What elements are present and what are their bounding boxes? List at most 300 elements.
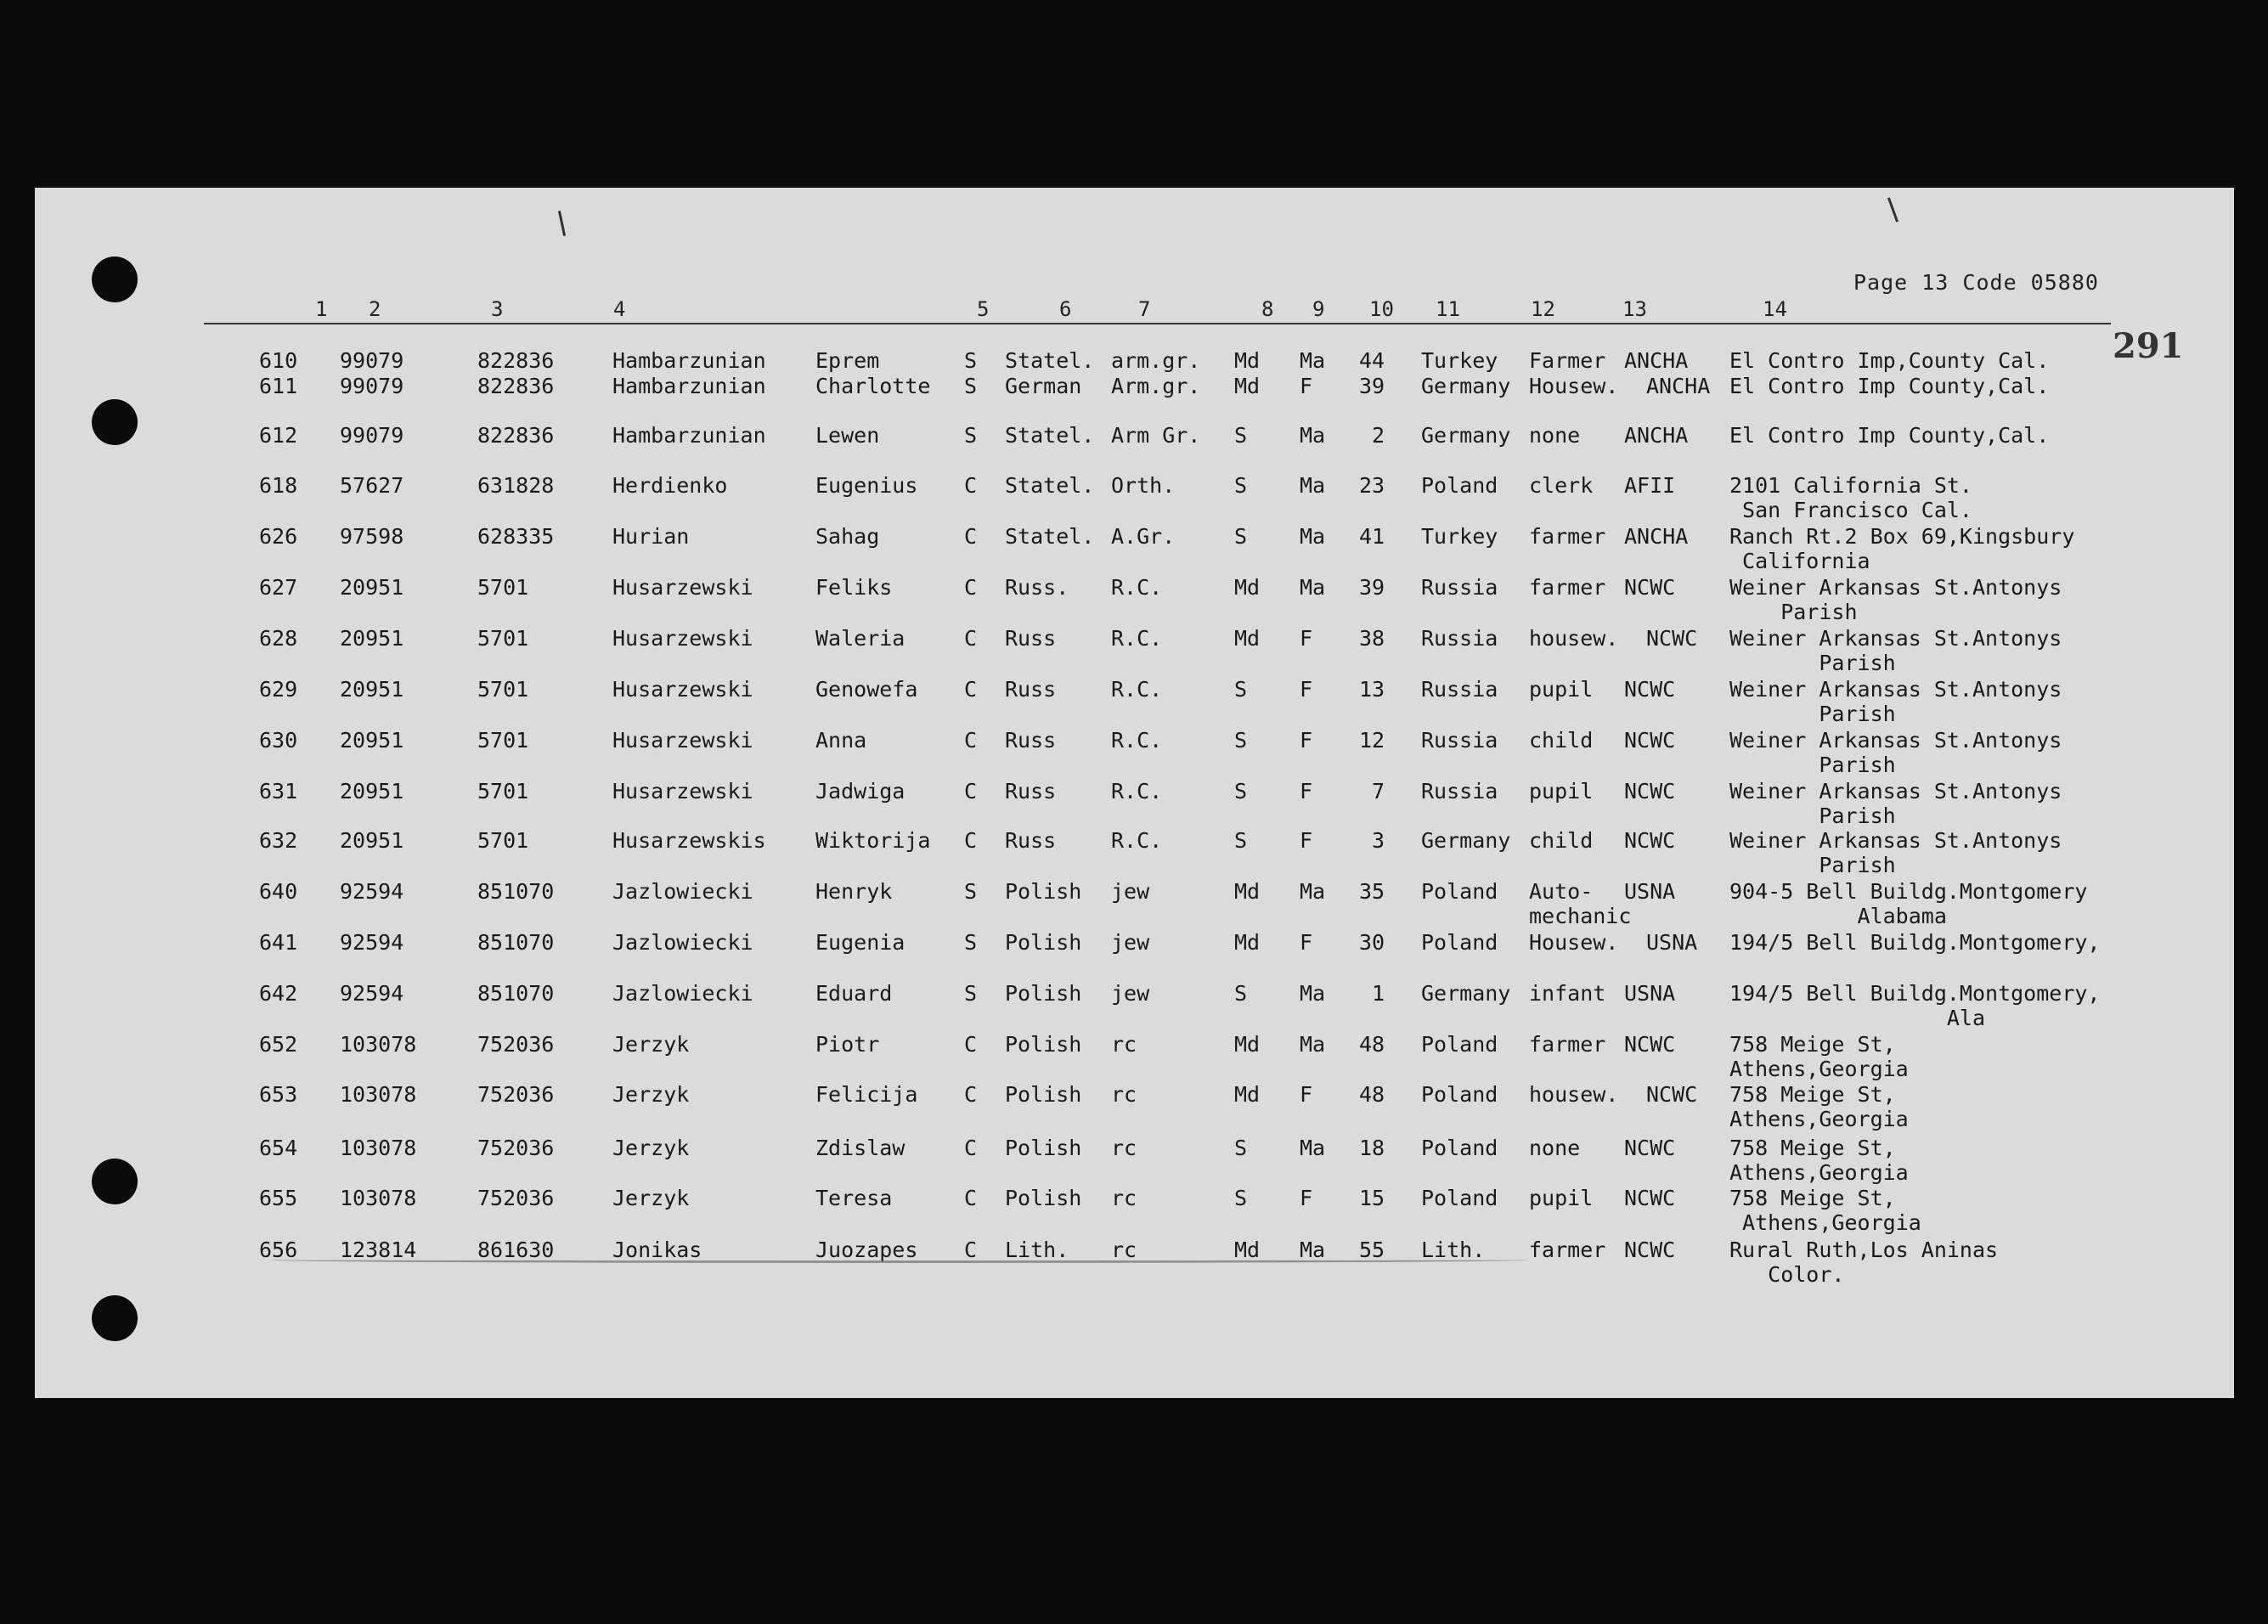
destination-cell: Weiner Arkansas St.Antonys Parish [1729,677,2062,726]
table-row [0,575,2268,623]
file-number-cell: 752036 [477,1032,555,1057]
destination-cell: 758 Meige St, Athens,Georgia [1729,1186,1921,1235]
nationality-cell: Russ [1005,677,1057,702]
marital-status-cell: Md [1234,879,1261,904]
agency-cell: NCWC [1624,779,1676,804]
destination-cell: El Contro Imp County,Cal. [1729,423,2050,448]
file-number-cell: 5701 [477,779,529,804]
agency-cell: NCWC [1624,575,1676,600]
surname-cell: Husarzewski [612,779,753,804]
file-number-cell: 628335 [477,524,555,549]
record-number-cell: 655 [259,1186,298,1210]
country-cell: Germany [1421,828,1511,853]
destination-cell: 904-5 Bell Buildg.Montgomery Alabama [1729,879,2088,928]
destination-cell: 758 Meige St, Athens,Georgia [1729,1082,1909,1131]
case-number-cell: 99079 [340,348,404,373]
destination-cell: El Contro Imp County,Cal. [1729,374,2050,398]
occupation-cell: pupil [1529,779,1594,804]
given-name-cell: Zdislaw [815,1136,906,1160]
agency-cell: ANCHA [1624,423,1689,448]
record-number-cell: 626 [259,524,298,549]
surname-cell: Hambarzunian [612,423,766,448]
religion-cell: Arm.gr. [1111,374,1201,398]
status-code-cell: C [964,728,978,753]
status-code-cell: S [964,879,978,904]
surname-cell: Husarzewski [612,728,753,753]
destination-cell: El Contro Imp,County Cal. [1729,348,2050,373]
surname-cell: Jazlowiecki [612,930,753,955]
table-row [0,930,2268,978]
religion-cell: rc [1111,1238,1137,1262]
table-row [0,1082,2268,1130]
status-code-cell: S [964,930,978,955]
nationality-cell: Polish [1005,879,1082,904]
agency-cell: ANCHA [1624,348,1689,373]
given-name-cell: Eprem [815,348,880,373]
country-cell: Poland [1421,879,1498,904]
given-name-cell: Henryk [815,879,893,904]
country-cell: Russia [1421,728,1498,753]
country-cell: Poland [1421,1032,1498,1057]
punch-hole [92,257,138,302]
record-number-cell: 642 [259,981,298,1006]
agency-cell: NCWC [1624,1186,1676,1210]
nationality-cell: Russ [1005,626,1057,651]
destination-cell: 194/5 Bell Buildg.Montgomery, [1729,930,2101,955]
given-name-cell: Wiktorija [815,828,931,853]
nationality-cell: Russ [1005,728,1057,753]
column-number: 3 [491,297,504,321]
age-cell: 48 [1359,1032,1385,1057]
case-number-cell: 20951 [340,828,404,853]
surname-cell: Jazlowiecki [612,981,753,1006]
sex-cell: Ma [1300,575,1326,600]
religion-cell: Orth. [1111,473,1176,498]
marital-status-cell: Md [1234,575,1261,600]
country-cell: Lith. [1421,1238,1486,1262]
marital-status-cell: Md [1234,626,1261,651]
sex-cell: Ma [1300,981,1326,1006]
nationality-cell: Polish [1005,1186,1082,1210]
marital-status-cell: S [1234,1136,1248,1160]
sex-cell: Ma [1300,1136,1326,1160]
country-cell: Poland [1421,1186,1498,1210]
agency-cell: NCWC [1624,1136,1676,1160]
destination-cell: Rural Ruth,Los Aninas Color. [1729,1238,1999,1287]
sex-cell: Ma [1300,1032,1326,1057]
age-cell: 41 [1359,524,1385,549]
destination-cell: Weiner Arkansas St.Antonys Parish [1729,626,2062,675]
status-code-cell: C [964,524,978,549]
destination-cell: Weiner Arkansas St.Antonys Parish [1729,575,2062,624]
religion-cell: R.C. [1111,779,1163,804]
given-name-cell: Eduard [815,981,893,1006]
given-name-cell: Anna [815,728,867,753]
file-number-cell: 5701 [477,626,529,651]
marital-status-cell: S [1234,728,1248,753]
occupation-cell: farmer [1529,524,1606,549]
status-code-cell: C [964,1186,978,1210]
file-number-cell: 631828 [477,473,555,498]
age-cell: 55 [1359,1238,1385,1262]
table-row [0,374,2268,421]
nationality-cell: Statel. [1005,348,1095,373]
occupation-cell: child [1529,828,1594,853]
occupation-cell: Housew. [1529,930,1619,955]
column-number: 13 [1622,297,1647,321]
marital-status-cell: S [1234,981,1248,1006]
destination-cell: Weiner Arkansas St.Antonys Parish [1729,728,2062,777]
occupation-cell: farmer [1529,575,1606,600]
status-code-cell: S [964,981,978,1006]
record-number-cell: 640 [259,879,298,904]
case-number-cell: 99079 [340,423,404,448]
nationality-cell: Lith. [1005,1238,1069,1262]
nationality-cell: Polish [1005,1136,1082,1160]
column-number: 9 [1312,297,1325,321]
destination-cell: Weiner Arkansas St.Antonys Parish [1729,779,2062,828]
destination-cell: Weiner Arkansas St.Antonys Parish [1729,828,2062,877]
status-code-cell: C [964,1032,978,1057]
given-name-cell: Eugenia [815,930,906,955]
status-code-cell: S [964,374,978,398]
nationality-cell: Polish [1005,930,1082,955]
surname-cell: Jerzyk [612,1082,690,1107]
occupation-cell: infant [1529,981,1606,1006]
file-number-cell: 5701 [477,828,529,853]
age-cell: 18 [1359,1136,1385,1160]
agency-cell: NCWC [1624,828,1676,853]
table-row [0,626,2268,674]
marital-status-cell: Md [1234,1238,1261,1262]
surname-cell: Herdienko [612,473,728,498]
column-number: 10 [1369,297,1394,321]
surname-cell: Hambarzunian [612,374,766,398]
marital-status-cell: Md [1234,930,1261,955]
marital-status-cell: Md [1234,348,1261,373]
surname-cell: Jonikas [612,1238,702,1262]
case-number-cell: 20951 [340,677,404,702]
agency-cell: NCWC [1624,677,1676,702]
religion-cell: A.Gr. [1111,524,1176,549]
table-row [0,728,2268,775]
religion-cell: R.C. [1111,626,1163,651]
religion-cell: R.C. [1111,677,1163,702]
table-row [0,1136,2268,1183]
country-cell: Poland [1421,473,1498,498]
sex-cell: F [1300,779,1313,804]
religion-cell: R.C. [1111,728,1163,753]
agency-cell: NCWC [1624,1238,1676,1262]
age-cell: 7 [1372,779,1385,804]
destination-cell: 758 Meige St, Athens,Georgia [1729,1032,1909,1081]
sex-cell: Ma [1300,879,1326,904]
marital-status-cell: Md [1234,1032,1261,1057]
case-number-cell: 20951 [340,779,404,804]
case-number-cell: 20951 [340,626,404,651]
case-number-cell: 92594 [340,879,404,904]
age-cell: 2 [1372,423,1385,448]
religion-cell: jew [1111,930,1150,955]
header-rule [204,323,2111,324]
religion-cell: jew [1111,981,1150,1006]
status-code-cell: C [964,1238,978,1262]
table-row [0,677,2268,725]
country-cell: Russia [1421,779,1498,804]
agency-cell: NCWC [1624,728,1676,753]
sex-cell: Ma [1300,1238,1326,1262]
status-code-cell: C [964,626,978,651]
file-number-cell: 822836 [477,348,555,373]
file-number-cell: 752036 [477,1082,555,1107]
sex-cell: F [1300,930,1313,955]
age-cell: 35 [1359,879,1385,904]
religion-cell: R.C. [1111,828,1163,853]
age-cell: 48 [1359,1082,1385,1107]
occupation-cell: housew. [1529,1082,1619,1107]
occupation-cell: Farmer [1529,348,1606,373]
status-code-cell: C [964,1136,978,1160]
given-name-cell: Jadwiga [815,779,906,804]
column-number: 1 [315,297,328,321]
destination-cell: 2101 California St. San Francisco Cal. [1729,473,1972,522]
age-cell: 38 [1359,626,1385,651]
given-name-cell: Charlotte [815,374,931,398]
surname-cell: Jerzyk [612,1136,690,1160]
age-cell: 39 [1359,374,1385,398]
sex-cell: F [1300,626,1313,651]
column-number: 8 [1261,297,1274,321]
religion-cell: R.C. [1111,575,1163,600]
column-number: 5 [977,297,990,321]
record-number-cell: 654 [259,1136,298,1160]
marital-status-cell: Md [1234,1082,1261,1107]
surname-cell: Husarzewskis [612,828,766,853]
country-cell: Poland [1421,930,1498,955]
occupation-cell: Auto- mechanic [1529,879,1632,928]
case-number-cell: 99079 [340,374,404,398]
marital-status-cell: S [1234,1186,1248,1210]
religion-cell: rc [1111,1186,1137,1210]
religion-cell: rc [1111,1082,1137,1107]
occupation-cell: pupil [1529,1186,1594,1210]
record-number-cell: 632 [259,828,298,853]
table-row [0,981,2268,1029]
case-number-cell: 123814 [340,1238,417,1262]
sex-cell: F [1300,728,1313,753]
sex-cell: F [1300,1186,1313,1210]
status-code-cell: C [964,677,978,702]
smudge-line [270,1257,1527,1263]
file-number-cell: 851070 [477,981,555,1006]
file-number-cell: 5701 [477,728,529,753]
file-number-cell: 851070 [477,930,555,955]
file-number-cell: 752036 [477,1186,555,1210]
destination-cell: 194/5 Bell Buildg.Montgomery, Ala [1729,981,2101,1030]
status-code-cell: C [964,828,978,853]
nationality-cell: Statel. [1005,524,1095,549]
case-number-cell: 20951 [340,728,404,753]
status-code-cell: C [964,473,978,498]
surname-cell: Hambarzunian [612,348,766,373]
record-number-cell: 628 [259,626,298,651]
age-cell: 1 [1372,981,1385,1006]
case-number-cell: 20951 [340,575,404,600]
country-cell: Germany [1421,981,1511,1006]
nationality-cell: Polish [1005,1032,1082,1057]
religion-cell: Arm Gr. [1111,423,1201,448]
age-cell: 15 [1359,1186,1385,1210]
agency-cell: ANCHA [1624,524,1689,549]
sex-cell: Ma [1300,524,1326,549]
occupation-cell: none [1529,1136,1581,1160]
given-name-cell: Sahag [815,524,880,549]
case-number-cell: 97598 [340,524,404,549]
record-number-cell: 641 [259,930,298,955]
sex-cell: F [1300,677,1313,702]
column-number: 6 [1059,297,1072,321]
status-code-cell: S [964,348,978,373]
country-cell: Russia [1421,626,1498,651]
religion-cell: rc [1111,1032,1137,1057]
page-number: 291 [2113,326,2184,366]
age-cell: 3 [1372,828,1385,853]
file-number-cell: 861630 [477,1238,555,1262]
nationality-cell: Polish [1005,981,1082,1006]
age-cell: 44 [1359,348,1385,373]
record-number-cell: 627 [259,575,298,600]
country-cell: Poland [1421,1082,1498,1107]
age-cell: 12 [1359,728,1385,753]
surname-cell: Hurian [612,524,690,549]
agency-cell: NCWC [1646,1082,1698,1107]
nationality-cell: German [1005,374,1082,398]
marital-status-cell: S [1234,779,1248,804]
country-cell: Turkey [1421,348,1498,373]
religion-cell: jew [1111,879,1150,904]
case-number-cell: 103078 [340,1082,417,1107]
country-cell: Turkey [1421,524,1498,549]
marital-status-cell: S [1234,828,1248,853]
record-number-cell: 653 [259,1082,298,1107]
occupation-cell: none [1529,423,1581,448]
sex-cell: F [1300,828,1313,853]
nationality-cell: Statel. [1005,473,1095,498]
page-code: Page 13 Code 05880 [1853,270,2099,295]
case-number-cell: 92594 [340,930,404,955]
agency-cell: AFII [1624,473,1676,498]
nationality-cell: Polish [1005,1082,1082,1107]
column-number: 12 [1531,297,1555,321]
age-cell: 23 [1359,473,1385,498]
record-number-cell: 618 [259,473,298,498]
record-number-cell: 630 [259,728,298,753]
sex-cell: Ma [1300,473,1326,498]
table-row [0,1032,2268,1080]
given-name-cell: Piotr [815,1032,880,1057]
country-cell: Russia [1421,575,1498,600]
record-number-cell: 652 [259,1032,298,1057]
country-cell: Poland [1421,1136,1498,1160]
occupation-cell: Housew. [1529,374,1619,398]
occupation-cell: pupil [1529,677,1594,702]
column-number: 14 [1763,297,1787,321]
surname-cell: Husarzewski [612,626,753,651]
surname-cell: Jerzyk [612,1186,690,1210]
surname-cell: Husarzewski [612,677,753,702]
country-cell: Germany [1421,374,1511,398]
surname-cell: Husarzewski [612,575,753,600]
table-row [0,779,2268,826]
country-cell: Germany [1421,423,1511,448]
given-name-cell: Juozapes [815,1238,918,1262]
case-number-cell: 103078 [340,1186,417,1210]
file-number-cell: 851070 [477,879,555,904]
file-number-cell: 5701 [477,575,529,600]
case-number-cell: 103078 [340,1136,417,1160]
sex-cell: Ma [1300,348,1326,373]
country-cell: Russia [1421,677,1498,702]
marital-status-cell: S [1234,524,1248,549]
agency-cell: ANCHA [1646,374,1711,398]
status-code-cell: C [964,575,978,600]
file-number-cell: 752036 [477,1136,555,1160]
marital-status-cell: Md [1234,374,1261,398]
agency-cell: USNA [1624,879,1676,904]
marital-status-cell: S [1234,677,1248,702]
table-row [0,473,2268,521]
case-number-cell: 103078 [340,1032,417,1057]
table-row [0,524,2268,572]
file-number-cell: 5701 [477,677,529,702]
given-name-cell: Waleria [815,626,906,651]
occupation-cell: housew. [1529,626,1619,651]
given-name-cell: Genowefa [815,677,918,702]
table-row [0,1186,2268,1233]
surname-cell: Jerzyk [612,1032,690,1057]
occupation-cell: child [1529,728,1594,753]
sex-cell: F [1300,374,1313,398]
sex-cell: F [1300,1082,1313,1107]
agency-cell: NCWC [1624,1032,1676,1057]
status-code-cell: C [964,779,978,804]
record-number-cell: 611 [259,374,298,398]
given-name-cell: Feliks [815,575,893,600]
record-number-cell: 631 [259,779,298,804]
sex-cell: Ma [1300,423,1326,448]
nationality-cell: Russ [1005,828,1057,853]
column-numbers [0,297,2268,323]
column-number: 2 [369,297,381,321]
nationality-cell: Russ [1005,779,1057,804]
surname-cell: Jazlowiecki [612,879,753,904]
age-cell: 30 [1359,930,1385,955]
agency-cell: NCWC [1646,626,1698,651]
given-name-cell: Teresa [815,1186,893,1210]
destination-cell: 758 Meige St, Athens,Georgia [1729,1136,1909,1185]
nationality-cell: Russ. [1005,575,1069,600]
given-name-cell: Felicija [815,1082,918,1107]
column-number: 4 [613,297,626,321]
record-number-cell: 629 [259,677,298,702]
table-row [0,828,2268,876]
marital-status-cell: S [1234,473,1248,498]
record-number-cell: 612 [259,423,298,448]
given-name-cell: Eugenius [815,473,918,498]
marital-status-cell: S [1234,423,1248,448]
destination-cell: Ranch Rt.2 Box 69,Kingsbury California [1729,524,2075,573]
record-number-cell: 656 [259,1238,298,1262]
